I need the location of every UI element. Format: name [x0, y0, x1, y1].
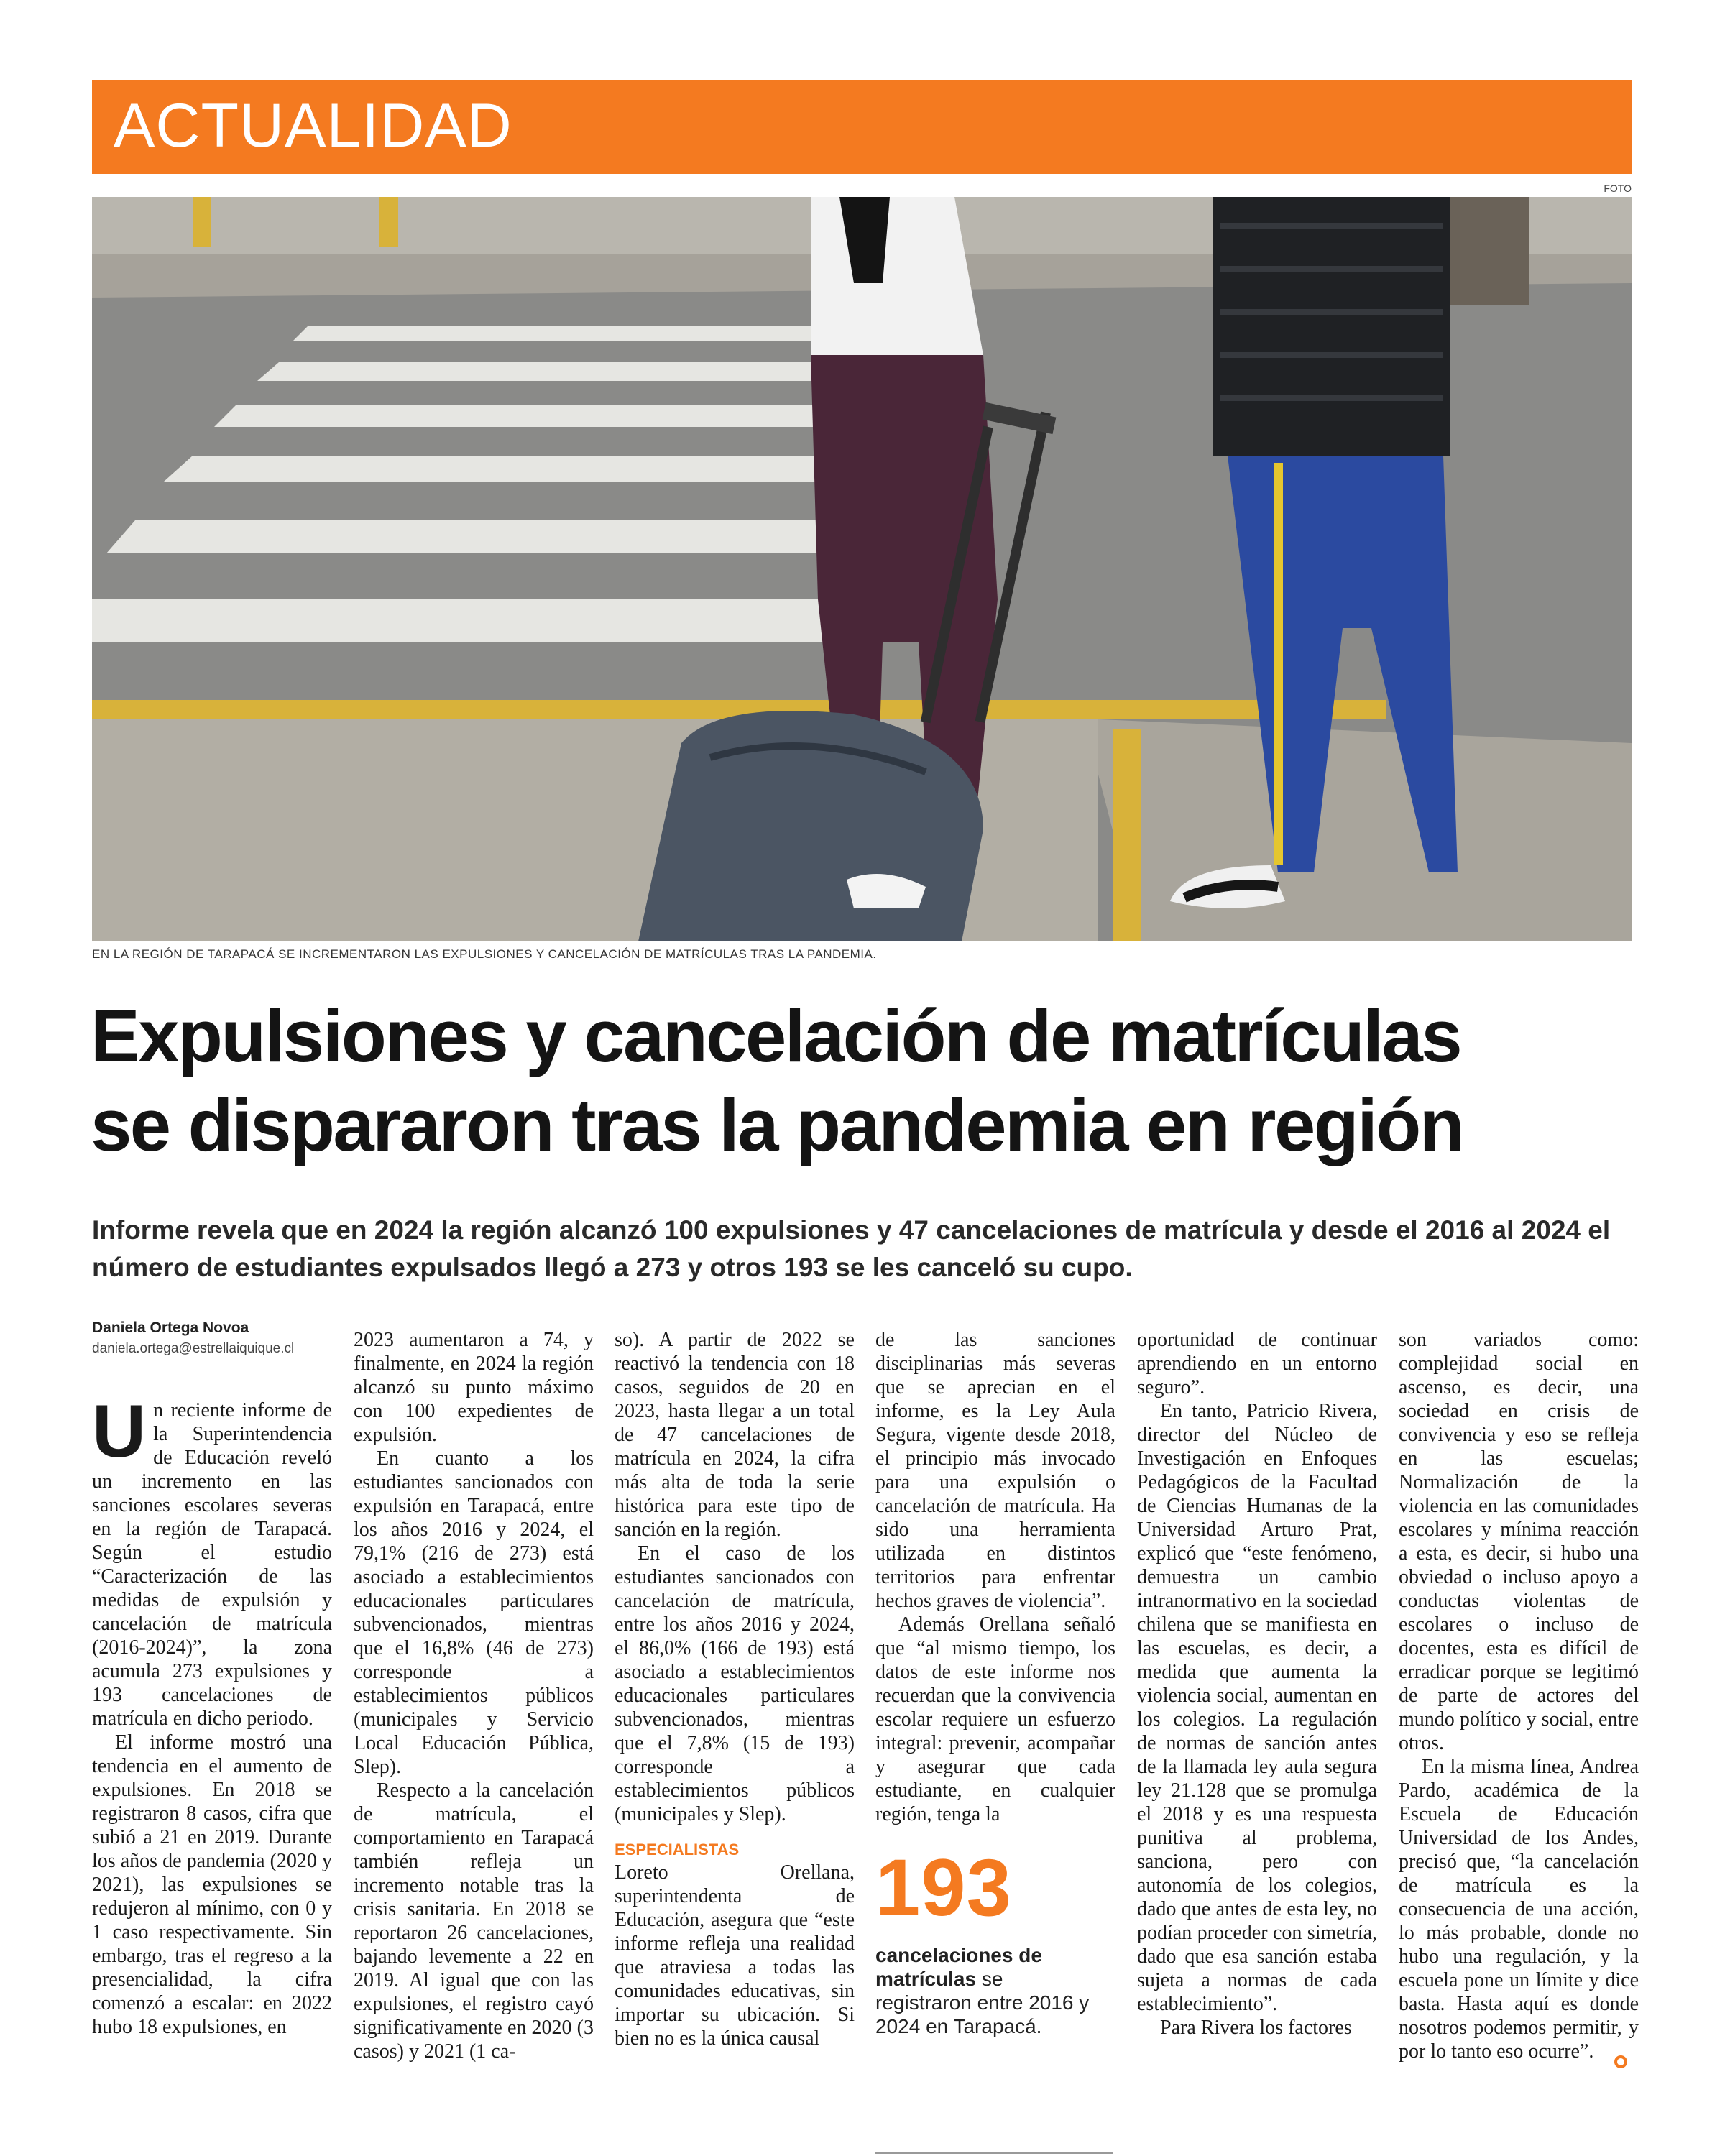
paragraph: Respecto a la cancelación de matrícula, el comportamiento en Tarapacá también refleja un incremento notable tras la crisis sanitaria. En 2018 se reportaron 26 cancelaciones, bajando levemente a 22 en 2019. Al igual que con las expulsiones, el registro cayó significativamente en 2020 (3 casos) y 2021 (1 ca-	[354, 1779, 594, 2063]
section-header	[92, 80, 1632, 174]
paragraph: En tanto, Patricio Rivera, director del Núcleo de Investigación en Enfoques Pedagógicos de la Facultad de Ciencias Humanas de la Universidad Arturo Prat, explicó que “este fenómeno, demuestra un cambio intranormativo en la sociedad chilena que se manifiesta en las escuelas, es decir, a medida que aumenta la violencia social, aumentan en los colegios. La regulación de normas de sanción antes de la llamada ley aula segura ley 21.128 que se promulga el 2018 y es una respuesta punitiva al problema, sanciona, pero con autonomía de los colegios, dado que antes de esta ley, no podían proceder con simetría, dado que esa sanción estaba sujeta a normas de cada establecimiento”.	[1137, 1400, 1377, 2015]
photo-credit: FOTO	[1604, 183, 1632, 194]
byline-author: Daniela Ortega Novoa	[92, 1319, 249, 1336]
highlight-number: 193	[875, 1843, 1012, 1932]
headline-line-2: se dispararon tras la pandemia en región	[91, 1084, 1463, 1166]
article-lead: Informe revela que en 2024 la región alcanzó 100 expulsiones y 47 cancelaciones de matrícula y desde el 2016 al 2024 el número de estudiantes expulsados llegó a 273 y otros 193 se les canceló su cupo.	[92, 1215, 1611, 1282]
paragraph: En la misma línea, Andrea Pardo, académica de la Escuela de Educación Universidad de los Andes, precisó que, “la cancelación de matrícula es la consecuencia de una acción, lo más probable, donde no hubo una regulación, y la escuela pone un límite y dice basta. Hasta aquí es donde nosotros podemos permitir, y por lo tanto eso ocurre”.	[1399, 1756, 1639, 2063]
paragraph: de las sanciones disciplinarias más severas que se aprecian en el informe, es la Ley Aula Segura, vigente desde 2018, el principio más invocado para una expulsión o cancelación de matrícula. Ha sido una herramienta utilizada en distintos territorios para enfrentar hechos graves de violencia”.	[875, 1329, 1116, 1612]
article-photo	[92, 197, 1632, 941]
paragraph: so). A partir de 2022 se reactivó la tendencia con 18 casos, seguidos de 20 en 2023, hasta llegar a un total de 47 cancelaciones de matrícula en 2024, la cifra más alta de toda la serie histórica para este tipo de sanción en la región.	[615, 1329, 855, 1541]
highlight-text	[875, 1943, 1091, 2038]
paragraph-text: n reciente informe de la Superintendencia de Educación reveló un incremento en las sanciones escolares severas en la región de Tarapacá. Según el estudio “Caracterización de las medidas de expulsión y cancelación de matrícula (2016-2024)”, la zona acumula 273 expulsiones y 193 cancelaciones de matrícula en dicho periodo.	[92, 1399, 332, 1730]
byline-email[interactable]: daniela.ortega@estrellaiquique.cl	[92, 1341, 295, 1356]
paragraph: oportunidad de continuar aprendiendo en un entorno seguro”.	[1137, 1329, 1377, 1399]
article-headline	[91, 992, 1643, 1170]
paragraph: Loreto Orellana, superintendenta de Educación, asegura que “este informe refleja una realidad que atraviesa a todas las comunidades educativas, sin importar su ubicación. Si bien no es la única causal	[615, 1861, 855, 2050]
paragraph: En cuanto a los estudiantes sancionados con expulsión en Tarapacá, entre los años 2016 y 2024, el 79,1% (216 de 273) está asociado a establecimientos educacionales particulares subvencionados, mientras que el 16,8% (46 de 273) corresponde a establecimientos públicos (municipales y Servicio Local Educación Pública, Slep).	[354, 1447, 594, 1778]
highlight-rest: se registraron entre 2016 y 2024 en Tarapacá.	[875, 1968, 1090, 2037]
street-scene-illustration	[92, 197, 1632, 941]
paragraph: Además Orellana señaló que “al mismo tiempo, los datos de este informe nos recuerdan que la convivencia escolar requiere un esfuerzo integral: prevenir, acompañar y asegurar que cada estudiante, en cualquier región, tenga la	[875, 1613, 1116, 1825]
column-4	[875, 1328, 1116, 1826]
photo-caption: EN LA REGIÓN DE TARAPACÁ SE INCREMENTARON LAS EXPULSIONES Y CANCELACIÓN DE MATRÍCULAS TRAS LA PANDEMIA.	[92, 947, 877, 961]
headline-line-1: Expulsiones y cancelación de matrículas	[91, 995, 1461, 1077]
end-of-article-icon	[1614, 2055, 1627, 2068]
paragraph: son variados como: complejidad social en ascenso, es decir, una sociedad en crisis de convivencia y eso se refleja en las escuelas; Normalización de la violencia en las comunidades escolares y mínima reacción a esta, es decir, si hubo una obviedad o incluso apoyo a conductas violentas de escolares o incluso de docentes, esta es difícil de erradicar porque se legitimó de parte de actores del mundo político y social, entre otros.	[1399, 1329, 1639, 1754]
footer-divider	[875, 2152, 1113, 2154]
paragraph: 2023 aumentaron a 74, y finalmente, en 2024 la región alcanzó su punto máximo con 100 expedientes de expulsión.	[354, 1329, 594, 1446]
column-6	[1399, 1328, 1639, 2063]
column-5	[1137, 1328, 1377, 2040]
column-3	[615, 1328, 855, 2050]
paragraph: Para Rivera los factores	[1160, 2017, 1352, 2039]
column-1	[92, 1390, 332, 2039]
subheading-especialistas: ESPECIALISTAS	[615, 1841, 740, 1858]
drop-cap: U	[92, 1390, 147, 1473]
paragraph: En el caso de los estudiantes sancionados con cancelación de matrícula, entre los años 2016 y 2024, el 86,0% (166 de 193) está asociado a establecimientos educacionales particulares subvencionados, mientras que el 7,8% (15 de 193) corresponde a establecimientos públicos (municipales y Slep).	[615, 1542, 855, 1825]
highlight-bold: cancelaciones de matrículas	[875, 1944, 1042, 1990]
section-label: ACTUALIDAD	[114, 91, 512, 160]
paragraph	[92, 1390, 332, 1731]
paragraph: El informe mostró una tendencia en el aumento de expulsiones. En 2018 se registraron 8 casos, cifra que subió a 21 en 2019. Durante los años de pandemia (2020 y 2021), las expulsiones se redujeron al mínimo, con 0 y 1 caso respectivamente. Sin embargo, tras el regreso a la presencialidad, la cifra comenzó a escalar: en 2022 hubo 18 expulsiones, en	[92, 1731, 332, 2038]
column-2	[354, 1328, 594, 2063]
